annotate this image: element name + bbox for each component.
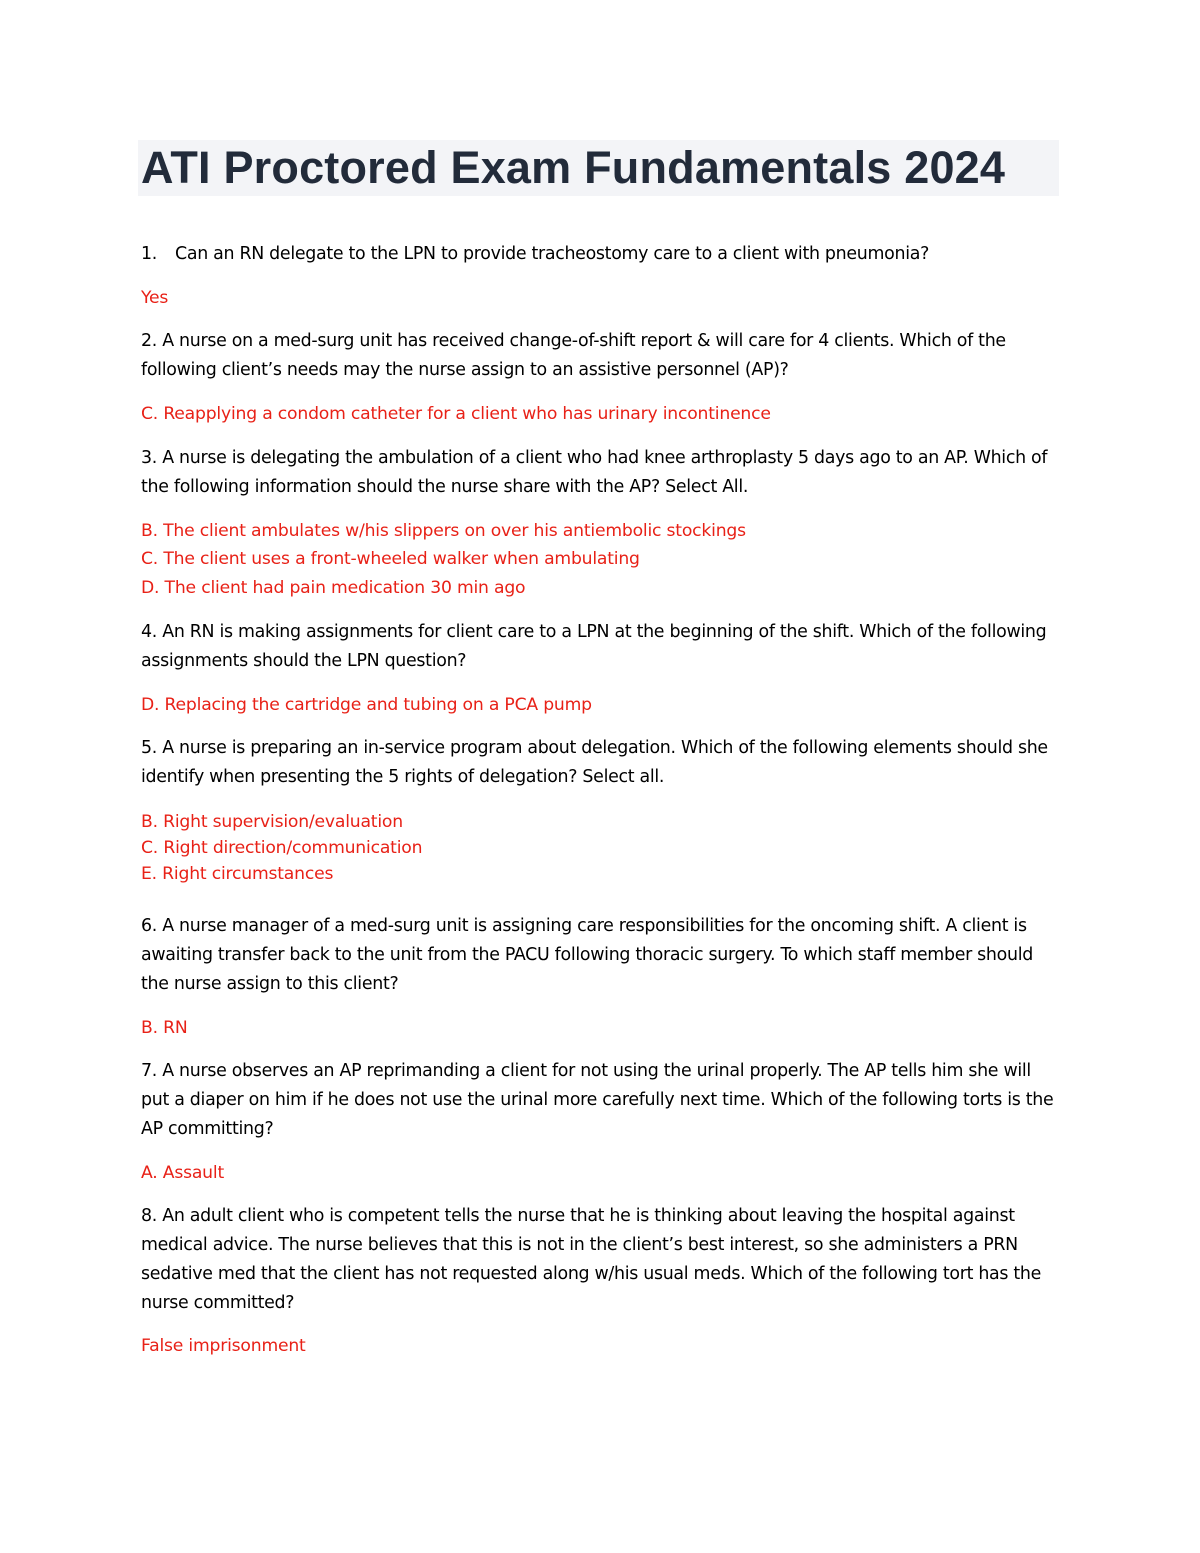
answer-8: False imprisonment: [141, 1336, 306, 1356]
question-1-number: 1.: [141, 244, 157, 264]
document-title: ATI Proctored Exam Fundamentals 2024: [141, 142, 1006, 193]
question-6: 6. A nurse manager of a med-surg unit is assigning care responsibilities for the oncoming shift. A client is awaiting transfer back to the unit from the PACU following thoracic surgery. To which staff member should the nurse assign to this client?: [141, 916, 1033, 994]
question-7: 7. A nurse observes an AP reprimanding a client for not using the urinal properly. The AP tells him she will put a diaper on him if he does not use the urinal more carefully next time. Which of the following torts is the AP committing?: [141, 1061, 1054, 1139]
question-8: 8. An adult client who is competent tells the nurse that he is thinking about leaving the hospital against medical advice. The nurse believes that this is not in the client’s best interest, so she administers a PRN sedative med that the client has not requested along w/his usual meds. Which of the following tort has the nurse committed?: [141, 1206, 1042, 1313]
answer-6: B. RN: [141, 1018, 188, 1038]
question-4: 4. An RN is making assignments for client care to a LPN at the beginning of the shift. Which of the following assignments should the LPN question?: [141, 622, 1047, 671]
answer-5e: E. Right circumstances: [141, 864, 334, 884]
answer-5b: B. Right supervision/evaluation: [141, 812, 403, 832]
question-1: [141, 240, 1061, 269]
question-1-text: Can an RN delegate to the LPN to provide tracheostomy care to a client with pneumonia?: [175, 244, 930, 264]
answer-4: D. Replacing the cartridge and tubing on a PCA pump: [141, 695, 592, 715]
answer-3b: B. The client ambulates w/his slippers on over his antiembolic stockings: [141, 521, 746, 541]
answer-1: Yes: [141, 288, 169, 308]
question-2: 2. A nurse on a med-surg unit has received change-of-shift report & will care for 4 clients. Which of the following client’s needs may the nurse assign to an assistive personnel (AP)?: [141, 331, 1006, 380]
answer-3d: D. The client had pain medication 30 min ago: [141, 578, 526, 598]
question-3: 3. A nurse is delegating the ambulation of a client who had knee arthroplasty 5 days ago to an AP. Which of the following information should the nurse share with the AP? Select All.: [141, 448, 1048, 497]
answer-5c: C. Right direction/communication: [141, 838, 423, 858]
answer-3c: C. The client uses a front-wheeled walker when ambulating: [141, 549, 640, 569]
answer-2: C. Reapplying a condom catheter for a client who has urinary incontinence: [141, 404, 771, 424]
answer-7: A. Assault: [141, 1163, 224, 1183]
question-5: 5. A nurse is preparing an in-service program about delegation. Which of the following elements should she identify when presenting the 5 rights of delegation? Select all.: [141, 738, 1048, 787]
